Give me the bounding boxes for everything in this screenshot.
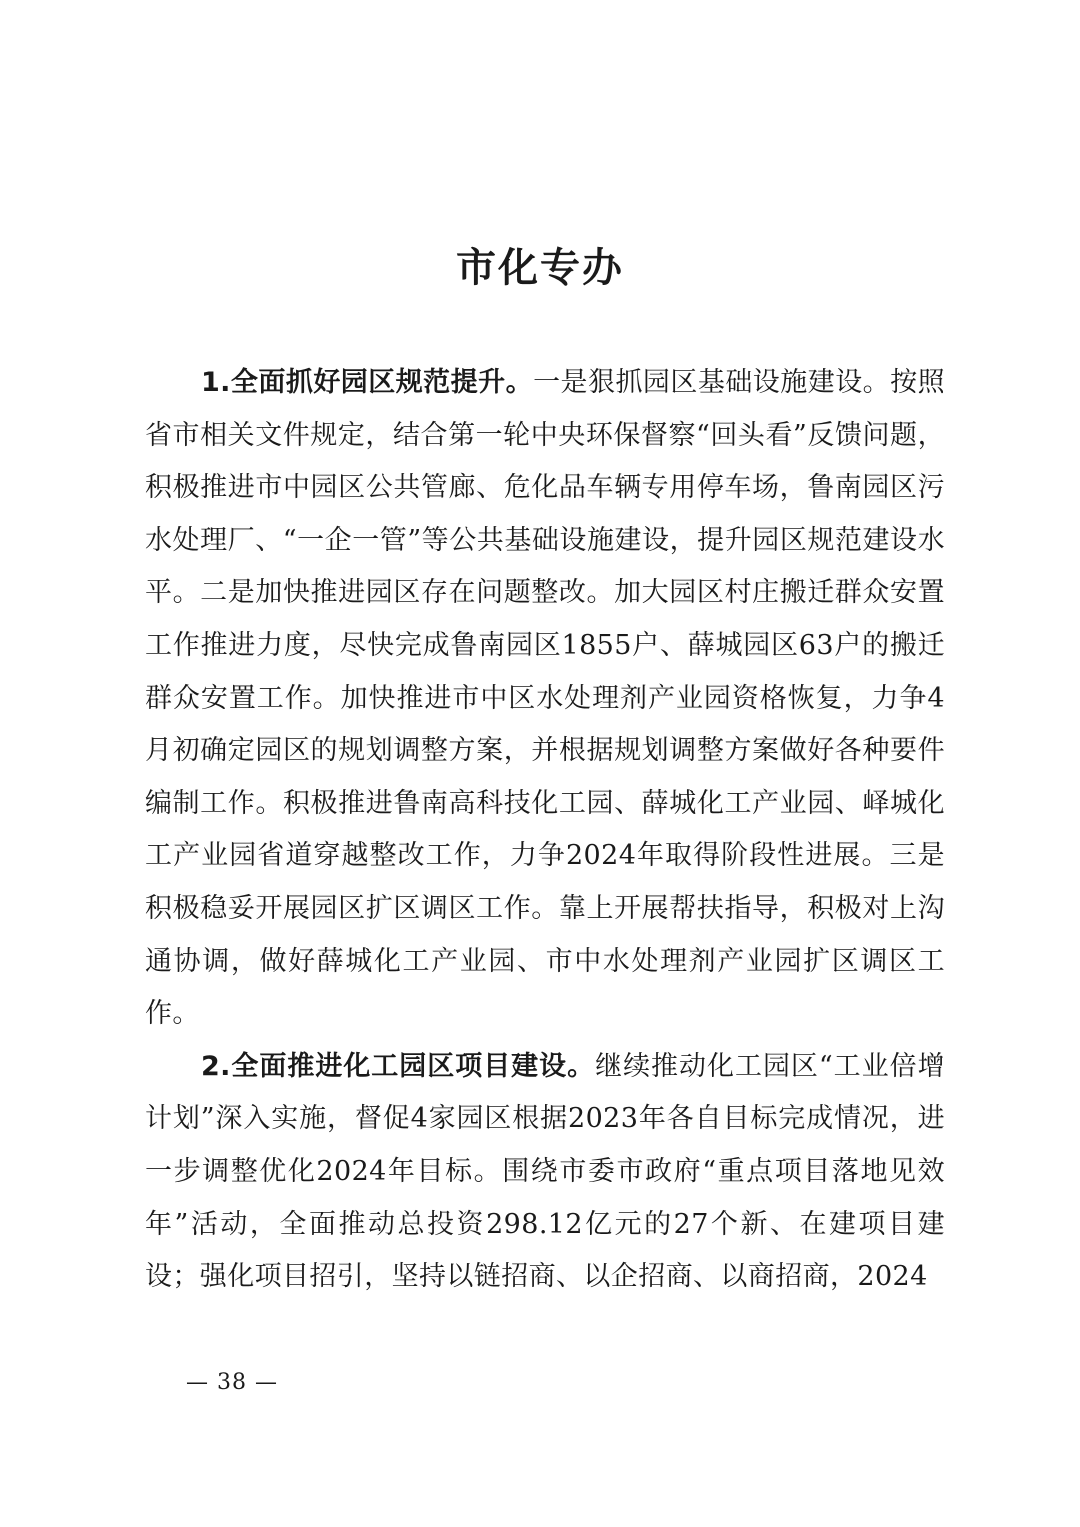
paragraph-1-heading: 1.全面抓好园区规范提升。 [201,367,534,398]
paragraph-1 [145,357,945,1041]
page-number: — 38 — [186,1370,278,1395]
page-title: 市化专办 [456,245,624,291]
paragraph-2-text: 继续推动化工园区“工业倍增计划”深入实施，督促4家园区根据2023年各自目标完成情况，进一步调整优化2024年目标。围绕市委市政府“重点项目落地见效年”活动，全面推动总投资298.12亿元的27个新、在建项目建设；强化项目招引，坚持以链招商、以企招商、以商招商，2024 [145,1050,945,1293]
paragraph-2 [145,1041,945,1304]
paragraph-2-heading: 2.全面推进化工园区项目建设。 [201,1050,596,1082]
paragraph-1-text: 一是狠抓园区基础设施建设。按照省市相关文件规定，结合第一轮中央环保督察“回头看”反馈问题，积极推进市中园区公共管廊、危化品车辆专用停车场，鲁南园区污水处理厂、“一企一管”等公共基础设施建设，提升园区规范建设水平。二是加快推进园区存在问题整改。加大园区村庄搬迁群众安置工作推进力度，尽快完成鲁南园区1855户、薛城园区63户的搬迁群众安置工作。加快推进市中区水处理剂产业园资格恢复，力争4月初确定园区的规划调整方案，并根据规划调整方案做好各种要件编制工作。积极推进鲁南高科技化工园、薛城化工产业园、峄城化工产业园省道穿越整改工作，力争2024年取得阶段性进展。三是积极稳妥开展园区扩区调区工作。靠上开展帮扶指导，积极对上沟通协调，做好薛城化工产业园、市中水处理剂产业园扩区调区工作。 [145,367,946,1030]
document-body [145,357,945,1304]
